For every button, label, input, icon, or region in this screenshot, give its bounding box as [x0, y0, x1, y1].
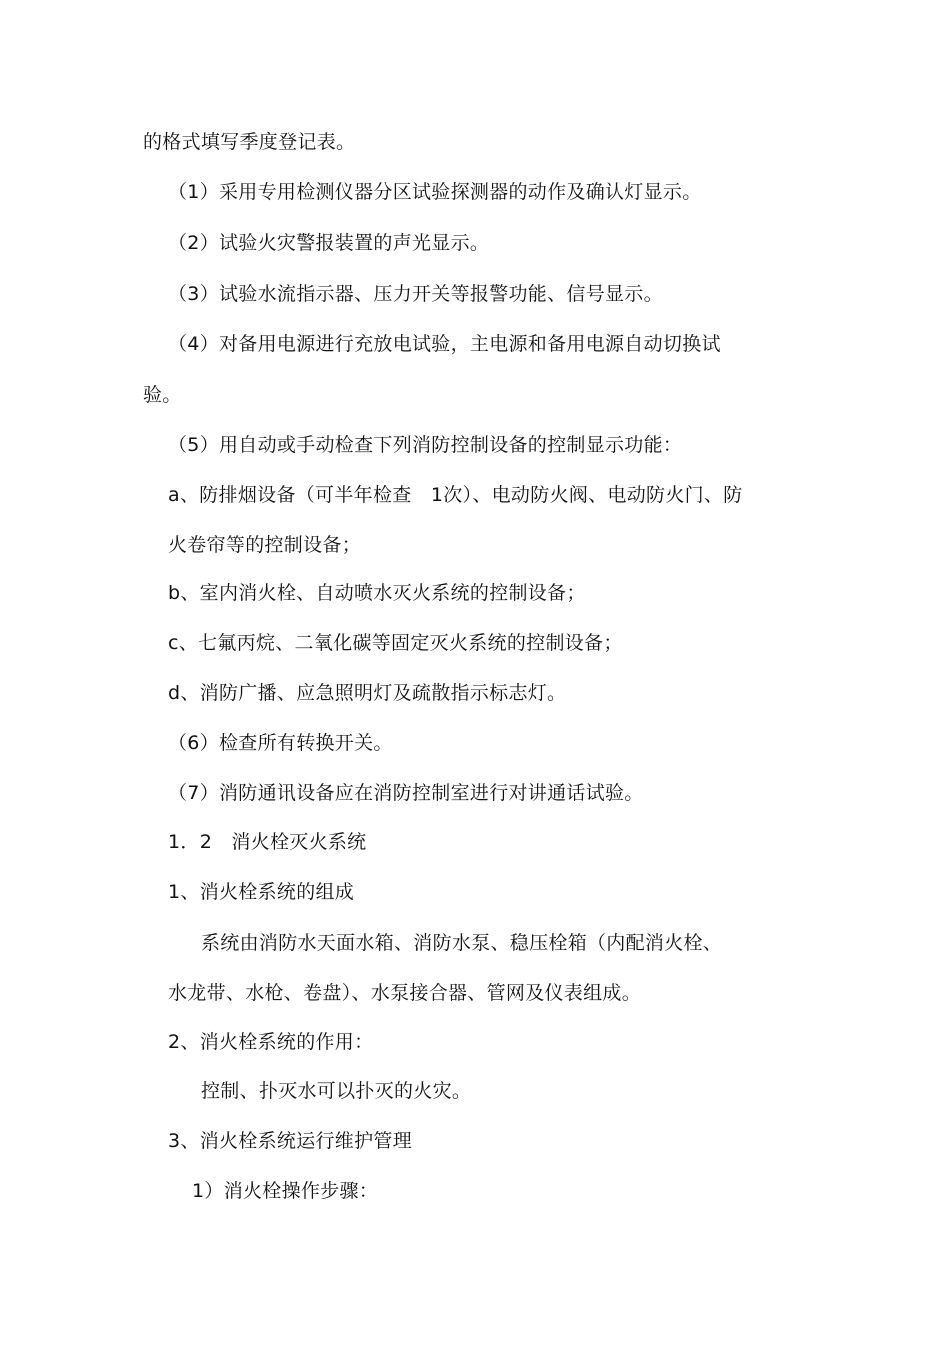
list-item: （7）消防通讯设备应在消防控制室进行对讲通话试验。: [168, 782, 644, 804]
section-heading: 1．2 消火栓灭火系统: [168, 831, 367, 853]
paragraph-line: 控制、扑灭水可以扑灭的火灾。: [201, 1080, 472, 1102]
subsection-heading: 3、消火栓系统运行维护管理: [168, 1130, 412, 1152]
sub-list-item: c、七氟丙烷、二氧化碳等固定灭火系统的控制设备；: [168, 632, 623, 654]
list-item: 1）消火栓操作步骤：: [192, 1180, 379, 1202]
subsection-heading: 1、消火栓系统的组成: [168, 881, 355, 903]
sub-list-item: d、消防广播、应急照明灯及疏散指示标志灯。: [168, 682, 567, 704]
subsection-heading: 2、消火栓系统的作用：: [168, 1031, 374, 1053]
paragraph-line: 水龙带、水枪、卷盘）、水泵接合器、管网及仪表组成。: [168, 982, 642, 1004]
list-item: （4）对备用电源进行充放电试验，主电源和备用电源自动切换试: [168, 333, 721, 355]
paragraph-line: 验。: [143, 384, 182, 406]
list-item: （5）用自动或手动检查下列消防控制设备的控制显示功能：: [168, 434, 683, 456]
list-item: （1）采用专用检测仪器分区试验探测器的动作及确认灯显示。: [168, 181, 702, 203]
paragraph-line: 系统由消防水天面水箱、消防水泵、稳压栓箱（内配消火栓、: [201, 932, 723, 954]
sub-list-item: a、防排烟设备（可半年检查 1次）、电动防火阀、电动防火门、防: [168, 484, 743, 506]
list-item: （3）试验水流指示器、压力开关等报警功能、信号显示。: [168, 283, 663, 305]
paragraph-line: 火卷帘等的控制设备；: [168, 534, 362, 556]
paragraph-line: 的格式填写季度登记表。: [143, 131, 356, 153]
list-item: （2）试验火灾警报装置的声光显示。: [168, 232, 490, 254]
sub-list-item: b、室内消火栓、自动喷水灭火系统的控制设备；: [168, 582, 586, 604]
list-item: （6）检查所有转换开关。: [168, 732, 393, 754]
